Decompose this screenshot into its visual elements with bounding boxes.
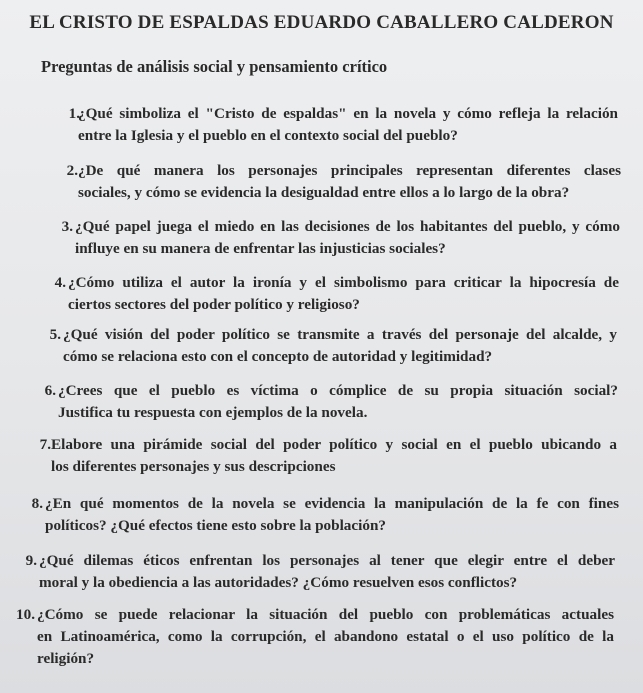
question-line: sociales, y cómo se evidencia la desigualdad entre ellos a lo largo de la obra?	[78, 184, 570, 201]
question-1	[68, 103, 618, 147]
question-line: ¿En qué momentos de la novela se evidencia la manipulación de la fe con fines	[45, 495, 619, 512]
question-line: en Latinoamérica, como la corrupción, el abandono estatal o el uso político de la	[37, 628, 614, 645]
question-line: religión?	[37, 650, 95, 667]
question-line: ¿Qué dilemas éticos enfrentan los personajes al tener que elegir entre el deber	[39, 552, 615, 569]
document-subtitle: Preguntas de análisis social y pensamiento crítico	[41, 57, 388, 76]
question-6	[44, 380, 618, 424]
question-7	[39, 434, 617, 478]
question-number: 4.	[54, 274, 66, 291]
question-10	[16, 604, 614, 670]
question-4	[54, 272, 619, 316]
question-number: 10.	[16, 606, 35, 623]
question-number: 1.	[68, 105, 80, 122]
question-line: ¿Qué papel juega el miedo en las decisiones de los habitantes del pueblo, y cómo	[75, 218, 620, 235]
question-line: los diferentes personajes y sus descripciones	[51, 458, 336, 475]
question-5	[49, 324, 617, 368]
question-line: ciertos sectores del poder político y religioso?	[68, 296, 360, 313]
question-line: ¿Qué visión del poder político se transmite a través del personaje del alcalde, y	[63, 326, 617, 343]
question-line: ¿Crees que el pueblo es víctima o cómplice de su propia situación social?	[58, 382, 618, 399]
question-number: 2.	[66, 162, 78, 179]
question-number: 6.	[44, 382, 56, 399]
document-title: EL CRISTO DE ESPALDAS EDUARDO CABALLERO CALDERON	[29, 12, 614, 33]
question-number: 8.	[31, 495, 43, 512]
question-line: entre la Iglesia y el pueblo en el contexto social del pueblo?	[78, 127, 458, 144]
question-line: ¿Cómo utiliza el autor la ironía y el simbolismo para criticar la hipocresía de	[68, 274, 619, 291]
question-8	[31, 493, 619, 537]
question-number: 7.	[39, 436, 51, 453]
question-9	[25, 550, 615, 594]
question-line: moral y la obediencia a las autoridades? ¿Cómo resuelven esos conflictos?	[39, 574, 518, 591]
question-line: ¿Cómo se puede relacionar la situación del pueblo con problemáticas actuales	[37, 606, 614, 623]
question-number: 5.	[49, 326, 61, 343]
question-line: Elabore una pirámide social del poder político y social en el pueblo ubicando a	[51, 436, 617, 453]
question-2	[66, 160, 621, 204]
question-number: 3.	[61, 218, 73, 235]
question-line: ¿Qué simboliza el "Cristo de espaldas" en la novela y cómo refleja la relación	[78, 105, 618, 122]
question-3	[61, 216, 620, 260]
question-line: Justifica tu respuesta con ejemplos de la novela.	[58, 404, 368, 421]
question-line: políticos? ¿Qué efectos tiene esto sobre la población?	[45, 517, 386, 534]
question-line: influye en su manera de enfrentar las injusticias sociales?	[75, 240, 446, 257]
question-number: 9.	[25, 552, 37, 569]
question-line: ¿De qué manera los personajes principales representan diferentes clases	[78, 162, 621, 179]
question-line: cómo se relaciona esto con el concepto de autoridad y legitimidad?	[63, 348, 493, 365]
